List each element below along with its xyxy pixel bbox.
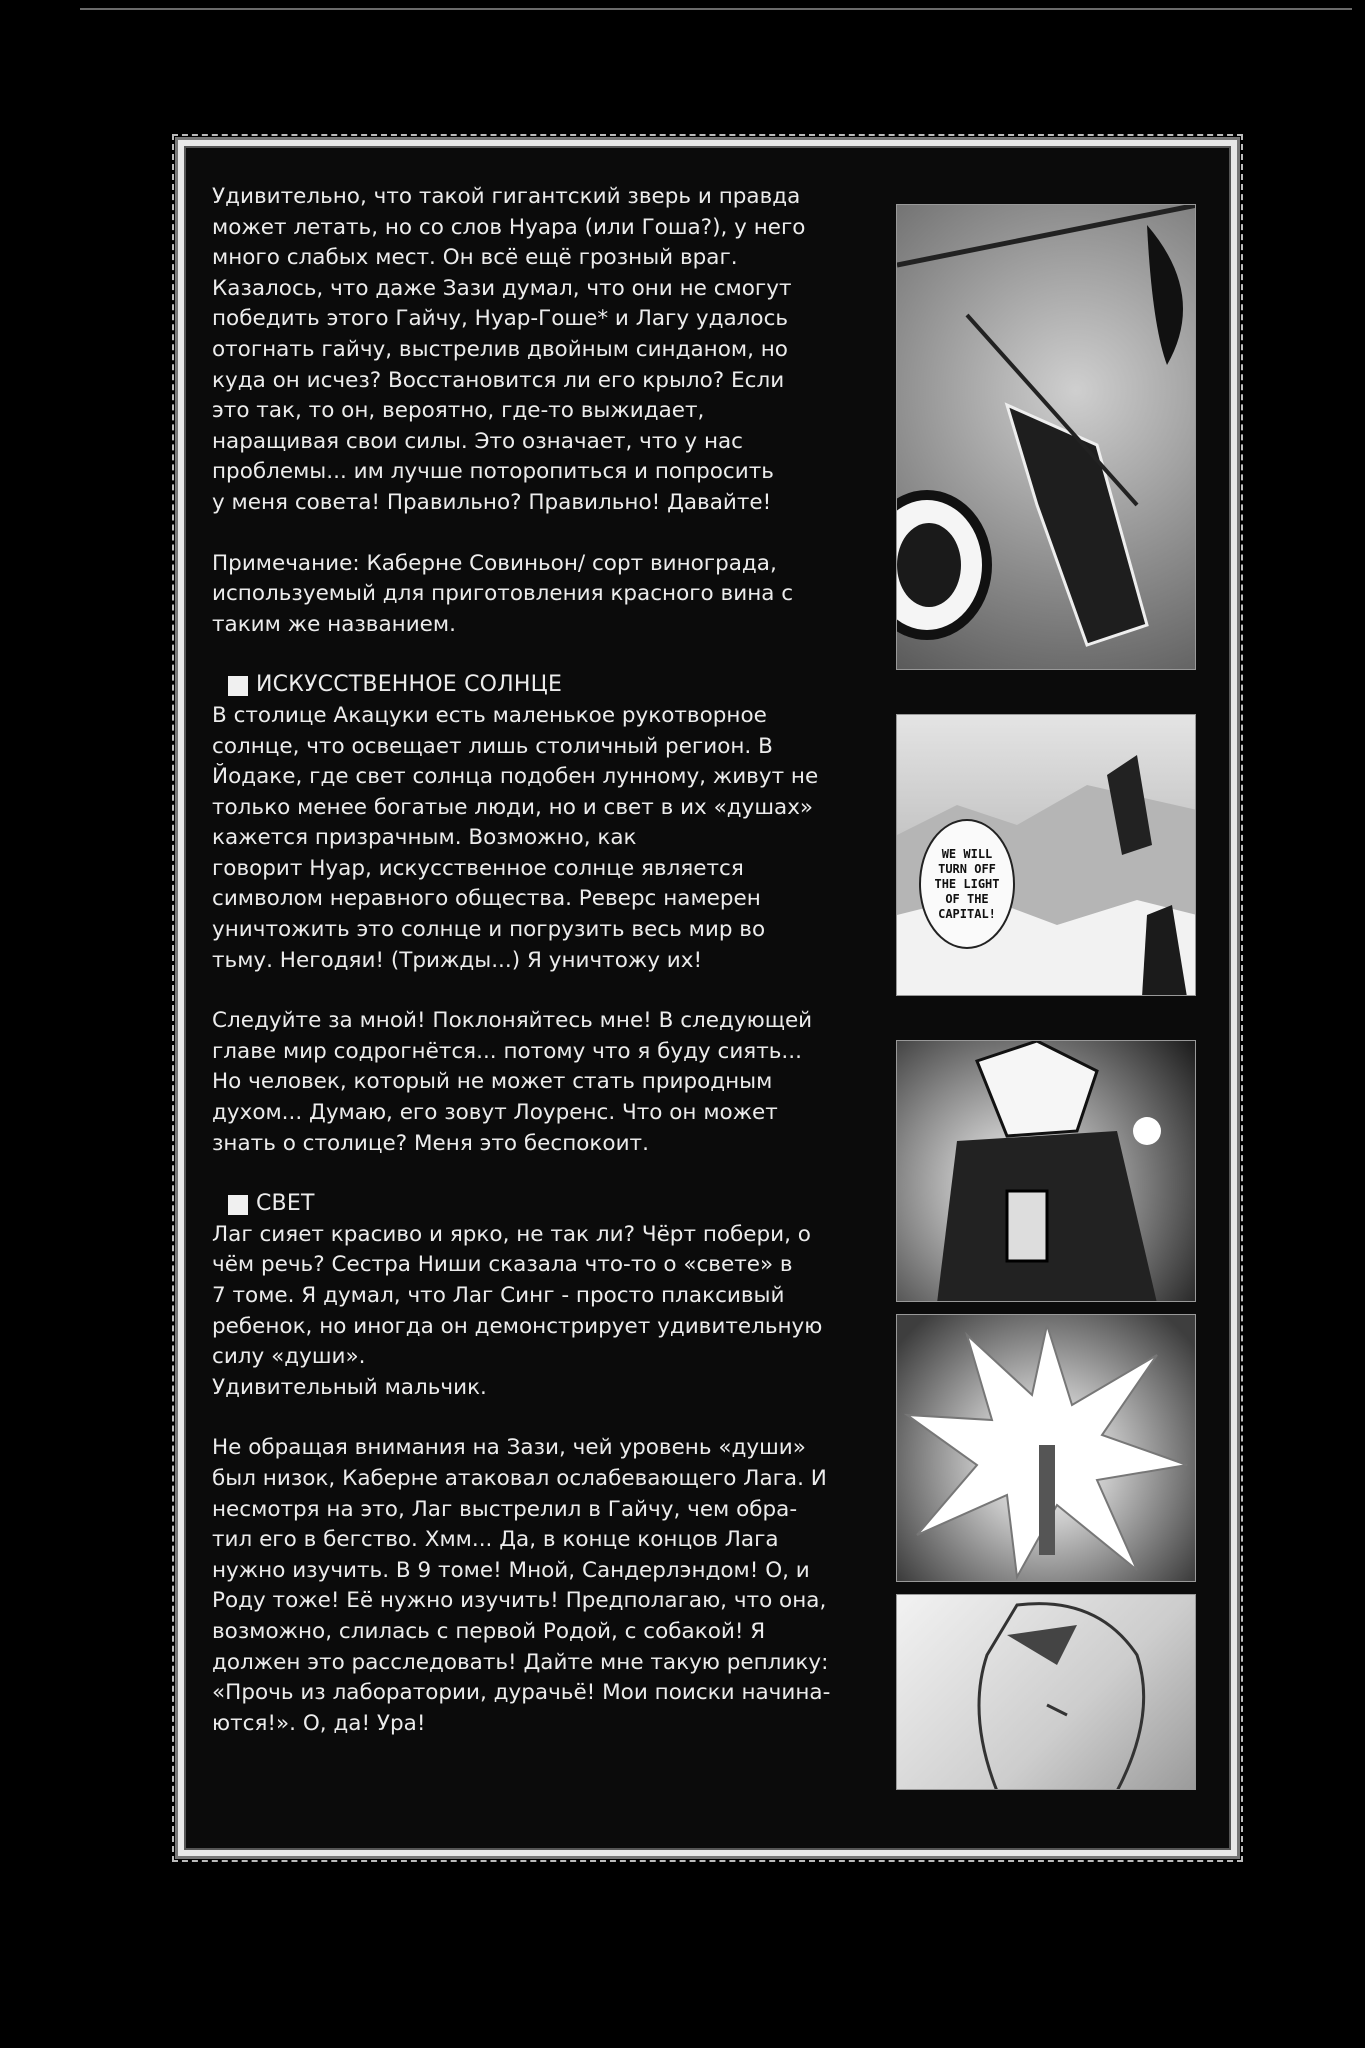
closing-paragraph: Не обращая внимания на Зази, чей уровень «души» был низок, Каберне атаковал ослабевающего Лага. И несмотря на это, Лаг выстрелил в Гайчу, чем обра- тил его в бегство. Хмм... Да, в конце концов Лага нужно изучить. В 9 томе! Мной, Сандерлэндом! О, и Роду тоже! Её нужно изучить! Предполагаю, что она, возможно, слилась с первой Родой, с собакой! Я должен это расследовать! Дайте мне такую реплику: «Прочь из лаборатории, дурачьё! Мои поиски начина- ются!». О, да! Ура! (212, 1435, 831, 1736)
section-heading-sun (212, 670, 882, 701)
bullet-square-icon (228, 1195, 248, 1215)
article-text-column (212, 182, 882, 1769)
heading-light-text: СВЕТ (256, 1191, 315, 1217)
manga-panel-light-burst (896, 1314, 1196, 1582)
heading-sun-text: ИСКУССТВЕННОЕ СОЛНЦЕ (256, 672, 563, 698)
section-heading-light (212, 1189, 882, 1220)
manga-panel-portrait (896, 1594, 1196, 1790)
section-light (212, 1189, 882, 1403)
lag-illustration (897, 1041, 1196, 1302)
wing-illustration (897, 205, 1196, 670)
burst-illustration (897, 1315, 1196, 1582)
manga-panel-capital-speech (896, 714, 1196, 996)
portrait-illustration (897, 1595, 1196, 1790)
top-divider (80, 0, 1352, 10)
bullet-square-icon (228, 676, 248, 696)
intro-paragraph: Удивительно, что такой гигантский зверь и правда может летать, но со слов Нуара (или Гоша?), у него много слабых мест. Он всё ещё грозный враг. Казалось, что даже Зази думал, что они не смогут победить этого Гайчу, Нуар-Гоше* и Лагу удалось отогнать гайчу, выстрелив двойным синданом, но куда он исчез? Восстановится ли его крыло? Если это так, то он, вероятно, где-то выжидает, наращивая свои силы. Это означает, что у нас проблемы... им лучше поторопиться и попросить у меня совета! Правильно? Правильно! Давайте! (212, 184, 806, 515)
footnote-paragraph: Примечание: Каберне Совиньон/ сорт винограда, используемый для приготовления красного вина с таким же названием. (212, 550, 794, 637)
light-paragraph: Лаг сияет красиво и ярко, не так ли? Чёрт побери, о чём речь? Сестра Ниши сказала что-то о «свете» в 7 томе. Я думал, что Лаг Синг - просто плаксивый ребенок, но иногда он демонстрирует удивительную силу «души». Удивительный мальчик. (212, 1221, 823, 1400)
follow-paragraph: Следуйте за мной! Поклоняйтесь мне! В следующей главе мир содрогнётся... потому что я буду сиять... Но человек, который не может стать природным духом... Думаю, его зовут Лоуренс. Что он может знать о столице? Меня это беспокоит. (212, 1008, 813, 1156)
section-artificial-sun (212, 670, 882, 976)
sun-paragraph: В столице Акацуки есть маленькое рукотворное солнце, что освещает лишь столичный регион. В Йодаке, где свет солнца подобен лунному, живут не только менее богатые люди, но и свет в их «душах» кажется призрачным. Возможно, как говорит Нуар, искусственное солнце является символом неравного общества. Реверс намерен уничтожить это солнце и погрузить весь мир во тьму. Негодяи! (Трижды...) Я уничтожу их! (212, 702, 819, 973)
manga-panel-lag-shooting (896, 1040, 1196, 1302)
speech-bubble: WE WILL TURN OFF THE LIGHT OF THE CAPITAL! (919, 819, 1015, 949)
manga-panel-gaichuu-wing (896, 204, 1196, 670)
